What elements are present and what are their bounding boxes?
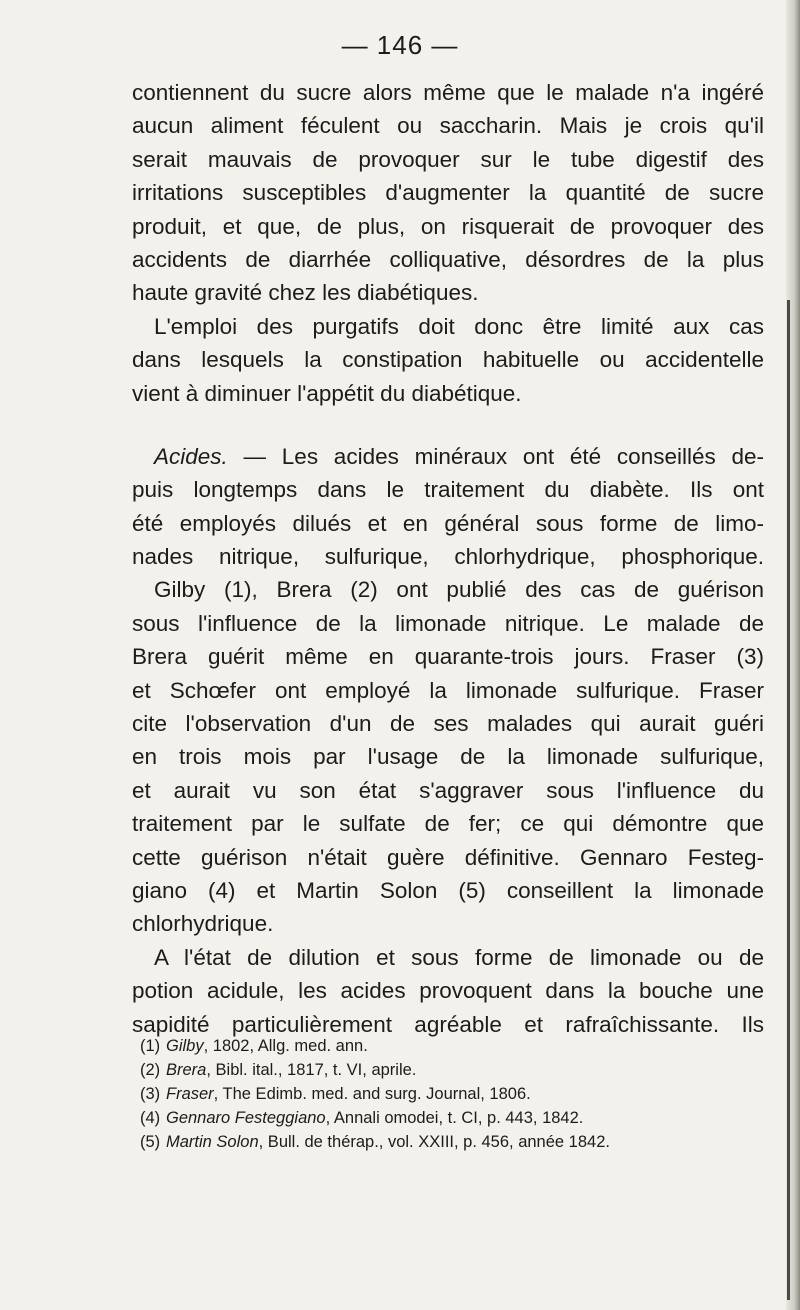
- text-line: sous l'influence de la limonade nitrique. Le malade de: [132, 610, 764, 636]
- body-text: [132, 76, 764, 1041]
- footnote-author: Martin Solon: [166, 1133, 259, 1151]
- page-edge-line: [787, 300, 790, 1300]
- text-line: A l'état de dilution et sous forme de limonade ou de: [154, 944, 764, 970]
- text-line: traitement par le sulfate de fer; ce qui démontre que: [132, 811, 764, 837]
- footnote: [140, 1106, 760, 1130]
- footnote-text: , Annali omodei, t. CI, p. 443, 1842.: [325, 1109, 584, 1127]
- footnote: [140, 1082, 760, 1106]
- text-line: cite l'observation d'un de ses malades qui aurait guéri: [132, 711, 764, 737]
- text-line: puis longtemps dans le traitement du diabète. Ils ont: [132, 477, 764, 503]
- paragraph: [132, 941, 764, 1041]
- footnote-number: (1): [140, 1037, 161, 1055]
- text-line: aucun aliment féculent ou saccharin. Mais je crois qu'il: [132, 113, 764, 139]
- text-line: et aurait vu son état s'aggraver sous l'influence du: [132, 777, 764, 803]
- footnote: [140, 1058, 760, 1082]
- text-line: [132, 440, 764, 473]
- footnote-number: (4): [140, 1109, 161, 1127]
- footnotes: [140, 1034, 760, 1154]
- text-line: sapidité particulièrement agréable et rafraîchissante. Ils: [132, 1011, 764, 1037]
- footnote-text: , Bibl. ital., 1817, t. VI, aprile.: [206, 1061, 417, 1079]
- text-span: — Les acides minéraux ont été conseillés de-: [227, 443, 764, 469]
- footnote-number: (2): [140, 1061, 161, 1079]
- text-line: irritations susceptibles d'augmenter la quantité de sucre: [132, 180, 764, 206]
- page-number: — 146 —: [341, 30, 459, 60]
- footnote-author: Gilby: [166, 1037, 204, 1055]
- footnote-author: Gennaro Festeggiano: [166, 1109, 326, 1127]
- footnote-text: , The Edimb. med. and surg. Journal, 1806.: [213, 1085, 531, 1103]
- paragraph: [132, 310, 764, 410]
- footnote-text: , 1802, Allg. med. ann.: [203, 1037, 368, 1055]
- footnote-author: Brera: [166, 1061, 207, 1079]
- text-line: haute gravité chez les diabétiques.: [132, 280, 479, 306]
- footnote-number: (3): [140, 1085, 161, 1103]
- text-line: vient à diminuer l'appétit du diabétique.: [132, 380, 522, 406]
- text-line: dans lesquels la constipation habituelle ou accidentelle: [132, 347, 764, 373]
- text-line: nades nitrique, sulfurique, chlorhydrique, phosphorique.: [132, 544, 764, 570]
- footnote-number: (5): [140, 1133, 161, 1151]
- text-line: serait mauvais de provoquer sur le tube digestif des: [132, 146, 764, 172]
- text-line: giano (4) et Martin Solon (5) conseillent la limonade: [132, 877, 764, 903]
- text-line: été employés dilués et en général sous forme de limo-: [132, 510, 764, 536]
- footnote: [140, 1034, 760, 1058]
- footnote-text: , Bull. de thérap., vol. XXIII, p. 456, année 1842.: [258, 1133, 610, 1151]
- text-line: potion acidule, les acides provoquent dans la bouche une: [132, 978, 764, 1004]
- text-line: chlorhydrique.: [132, 911, 274, 937]
- paragraph: [132, 440, 764, 941]
- footnote: [140, 1130, 760, 1154]
- section-heading: Acides.: [154, 443, 228, 469]
- text-line: cette guérison n'était guère définitive. Gennaro Festeg-: [132, 844, 764, 870]
- text-line: en trois mois par l'usage de la limonade sulfurique,: [132, 744, 764, 770]
- footnote-author: Fraser: [166, 1085, 214, 1103]
- text-line: Gilby (1), Brera (2) ont publié des cas de guérison: [154, 577, 764, 603]
- paragraph: [132, 76, 764, 310]
- text-line: Brera guérit même en quarante-trois jours. Fraser (3): [132, 644, 764, 670]
- text-line: contiennent du sucre alors même que le malade n'a ingéré: [132, 80, 764, 105]
- text-line: L'emploi des purgatifs doit donc être limité aux cas: [154, 313, 764, 339]
- text-line: accidents de diarrhée colliquative, désordres de la plus: [132, 246, 764, 272]
- text-line: produit, et que, de plus, on risquerait de provoquer des: [132, 213, 764, 239]
- text-line: et Schœfer ont employé la limonade sulfurique. Fraser: [132, 677, 764, 703]
